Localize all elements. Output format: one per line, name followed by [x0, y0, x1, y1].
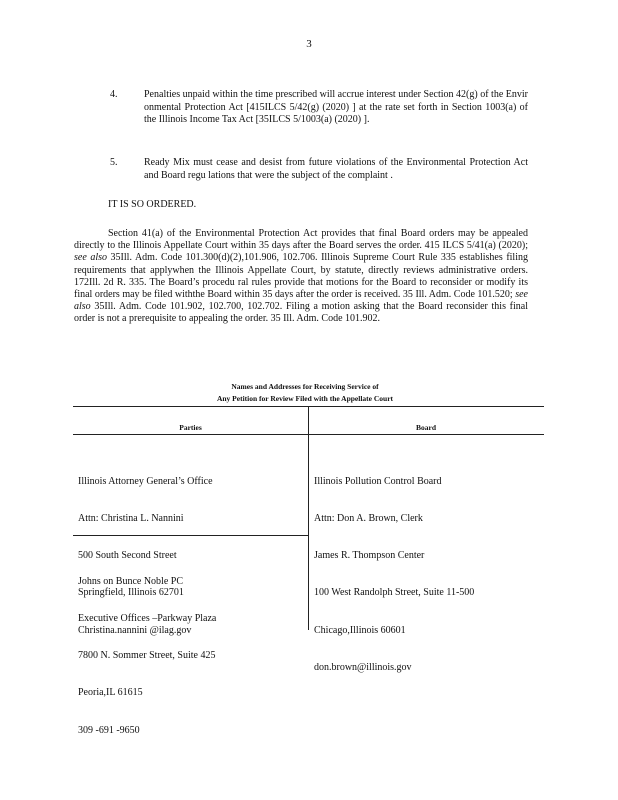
see-also-1: see also — [74, 252, 107, 264]
item-text: Ready Mix must cease and desist from future violations of the Environmental Protection Act and Board regu lations that were the subject of the complaint . — [144, 157, 528, 181]
service-title-line-1: Names and Addresses for Receiving Service of — [231, 382, 379, 391]
party-address-johnson-bunce — [78, 551, 216, 750]
column-header-parties: Parties — [179, 423, 202, 432]
board-address — [314, 451, 474, 687]
page-number: 3 — [306, 38, 312, 50]
address-line: Illinois Pollution Control Board — [314, 475, 442, 487]
appeal-text-2: 35Ill. Adm. Code 101.300(d)(2),101.906, 102.706. Illinois Supreme Court Rule 335 establishes filing requirements that applywhen the Illinois Appellate Court, by statute, directly reviews administrative orders. 172Ill. 2d R. 335. The Board’s procedu ral rules provide that motions for the Board to reconsider or modify its final orders may be filed withthe Board within 35 days after the order is received. 35 Ill. Adm. Code 101.520; — [74, 252, 528, 301]
service-table-title — [150, 381, 460, 405]
service-title-line-2: Any Petition for Review Filed with the Appellate Court — [216, 394, 394, 403]
appeal-text-1: Section 41(a) of the Environmental Protection Act provides that final Board orders may be appealed directly to the Illinois Appellate Court within 35 days after the Board serves the order. 415 ILCS 5/41(a) (2020); — [74, 228, 528, 252]
address-line: don.brown@illinois.gov — [314, 661, 412, 673]
appeal-text-3: 35Ill. Adm. Code 101.902, 102.700, 102.702. Filing a motion asking that the Board reconsider this final order is not a prerequisite to appealing the order. 35 Ill. Adm. Code 101.902. — [74, 301, 528, 325]
address-line: Attn: Christina L. Nannini — [78, 513, 184, 525]
address-line: Chicago,Illinois 60601 — [314, 624, 406, 636]
address-line: Attn: Don A. Brown, Clerk — [314, 513, 423, 525]
address-line: 100 West Randolph Street, Suite 11-500 — [314, 587, 475, 599]
address-line: Springfield, Illinois 62701 — [78, 587, 184, 599]
address-line: Johns on Bunce Noble PC — [78, 575, 183, 587]
so-ordered: IT IS SO ORDERED. — [108, 199, 197, 210]
address-line: Christina.nannini @ilag.gov — [78, 624, 192, 636]
column-header-board: Board — [415, 423, 436, 432]
item-number: 4. — [110, 89, 118, 100]
see-also-2: see also — [74, 289, 528, 313]
address-line: Illinois Attorney General’s Office — [78, 475, 213, 487]
item-text: Penalties unpaid within the time prescribed will accrue interest under Section 42(g) of the Envir onmental Protection Act [415ILCS 5/42(g) (2020) ] at the rate set forth in Section 1003(a) of the Illinois Income Tax Act [35ILCS 5/1003(a) (2020) ]. — [144, 89, 528, 125]
address-line: 500 South Second Street — [78, 550, 177, 562]
address-line: Peoria,IL 61615 — [78, 687, 143, 699]
address-line: 7800 N. Sommer Street, Suite 425 — [78, 650, 216, 662]
address-line: 309 -691 -9650 — [78, 724, 140, 736]
table-column-divider — [308, 406, 309, 630]
item-number: 5. — [110, 157, 118, 168]
appeal-paragraph — [74, 228, 528, 326]
address-line: James R. Thompson Center — [314, 550, 425, 562]
address-line: Executive Offices –Parkway Plaza — [78, 613, 217, 625]
